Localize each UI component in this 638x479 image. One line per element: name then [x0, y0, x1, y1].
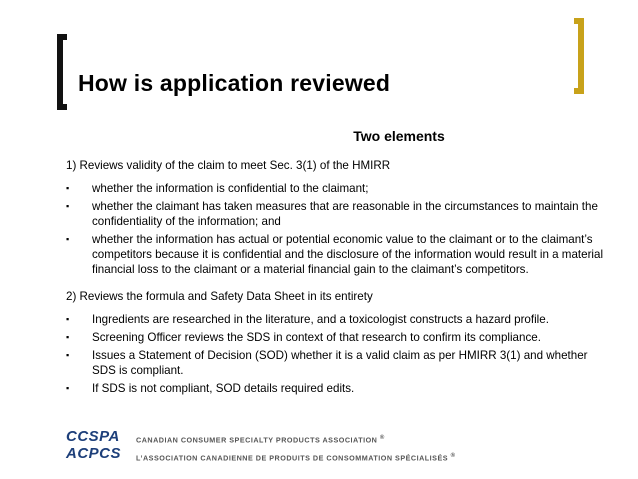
section1-heading: 1) Reviews validity of the claim to meet Sec. 3(1) of the HMIRR [66, 159, 391, 172]
section2-list [66, 312, 606, 396]
list-item-text: Ingredients are researched in the literature, and a toxicologist constructs a hazard profile. [92, 313, 549, 326]
ccspa-logo [66, 428, 526, 462]
bullet-icon: ▪ [66, 332, 70, 342]
list-item [66, 330, 606, 345]
list-item [66, 232, 606, 277]
registered-mark: ® [450, 453, 456, 460]
slide-content [66, 158, 606, 399]
logo-name-fr: L’ASSOCIATION CANADIENNE DE PRODUITS DE CONSOMMATION SPÉCIALISÉS ® [136, 453, 456, 463]
bullet-icon: ▪ [66, 183, 70, 193]
logo-mark [66, 428, 128, 462]
registered-mark: ® [379, 435, 385, 441]
list-item-text: Issues a Statement of Decision (SOD) whether it is a valid claim as per HMIRR 3(1) and whether SDS is compliant. [92, 349, 588, 377]
logo-mark-top: CCSPA [66, 428, 120, 445]
bullet-icon: ▪ [66, 314, 70, 324]
bullet-icon: ▪ [66, 201, 70, 211]
right-bracket-decoration [574, 18, 584, 94]
list-item-text: whether the information has actual or potential economic value to the claimant or to the claimant’s competitors because it is confidential and the disclosure of the information would result in a material financial loss to the claimant or a material financial gain to the claimant’s competitors. [92, 233, 604, 276]
slide-subtitle: Two elements [353, 128, 445, 144]
list-item [66, 312, 606, 327]
section1-list [66, 181, 606, 277]
slide-title: How is application reviewed [78, 70, 391, 96]
section2-heading: 2) Reviews the formula and Safety Data Sheet in its entirety [66, 290, 373, 303]
list-item-text: whether the claimant has taken measures that are reasonable in the circumstances to maintain the confidentiality of the information; and [92, 200, 598, 228]
list-item [66, 199, 606, 229]
logo-mark-bottom: ACPCS [66, 445, 122, 462]
list-item [66, 348, 606, 378]
list-item-text: If SDS is not compliant, SOD details required edits. [92, 382, 355, 395]
list-item [66, 181, 606, 196]
left-bracket-decoration [57, 34, 67, 110]
list-item [66, 381, 606, 396]
logo-name-en: CANADIAN CONSUMER SPECIALTY PRODUCTS ASSOCIATION ® [136, 435, 385, 445]
logo-names [136, 430, 456, 467]
bullet-icon: ▪ [66, 350, 70, 360]
bullet-icon: ▪ [66, 234, 70, 244]
list-item-text: Screening Officer reviews the SDS in context of that research to confirm its compliance. [92, 331, 541, 344]
list-item-text: whether the information is confidential to the claimant; [92, 182, 369, 195]
bullet-icon: ▪ [66, 383, 70, 393]
